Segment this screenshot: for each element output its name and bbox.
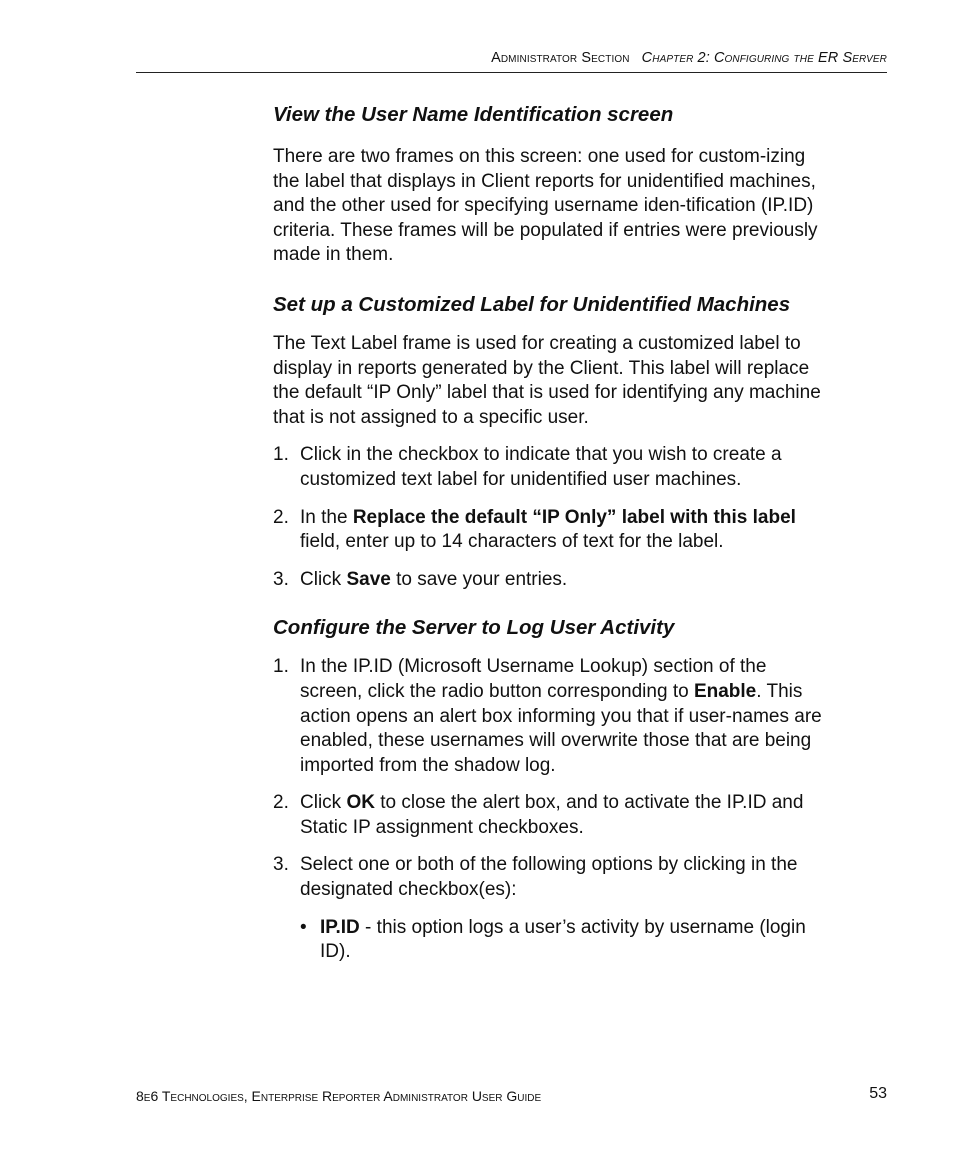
step-text-post: . This action opens an alert box informing you that if user-names are enabled, these usernames will overwrite those that are being imported from the shadow log. xyxy=(300,680,822,776)
step-number: 1. xyxy=(273,656,289,678)
step-text-post: to close the alert box, and to activate the IP.ID and Static IP assignment checkboxes. xyxy=(300,792,804,838)
bullet-text-post: - this option logs a user’s activity by username (login ID). xyxy=(320,916,806,963)
running-header xyxy=(136,50,887,66)
header-chapter: Chapter 2: Configuring the ER Server xyxy=(641,50,887,66)
list-item xyxy=(273,853,823,964)
bullet-dot: • xyxy=(300,916,307,938)
section-paragraph-customized-label: The Text Label frame is used for creating a customized label to display in reports generated by the Client. This label will replace the default “IP Only” label that is used for identifying any machine that is not assigned to a specific user. xyxy=(273,332,821,428)
list-item xyxy=(273,506,823,555)
step-text: Click in the checkbox to indicate that you wish to create a customized text label for unidentified user machines. xyxy=(300,444,782,490)
list-item xyxy=(300,916,823,965)
step-number: 3. xyxy=(273,854,289,876)
list-item xyxy=(273,568,823,593)
customized-label-steps xyxy=(273,443,823,592)
option-bullets xyxy=(300,916,823,965)
log-user-activity-steps xyxy=(273,655,823,965)
step-text: Select one or both of the following options by clicking in the designated checkbox(es): xyxy=(300,854,798,901)
section-title-view-user-name: View the User Name Identification screen xyxy=(273,103,674,126)
step-text-pre: In the xyxy=(300,506,353,528)
step-text-pre: In the IP.ID (Microsoft Username Lookup) section of the screen, click the radio button corresponding to xyxy=(300,656,767,702)
step-text-pre: Click xyxy=(300,792,347,814)
step-text-post: field, enter up to 14 characters of text for the label. xyxy=(300,531,724,553)
step-number: 1. xyxy=(273,444,289,466)
section-title-customized-label: Set up a Customized Label for Unidentified Machines xyxy=(273,292,791,316)
step-number: 2. xyxy=(273,506,289,528)
header-rule xyxy=(136,72,887,73)
list-item xyxy=(273,443,823,492)
step-text-bold: OK xyxy=(346,792,375,814)
step-number: 3. xyxy=(273,568,289,590)
bullet-text-bold: IP.ID xyxy=(320,916,360,938)
step-text-post: to save your entries. xyxy=(390,568,568,590)
section-paragraph-view-user-name: There are two frames on this screen: one used for custom-izing the label that displays in Client reports for unidentified machines, and the other used for specifying username iden-tification (IP.ID) criteria. These frames will be populated if entries were previously made in them. xyxy=(273,146,818,266)
header-section: Administrator Section xyxy=(491,50,630,66)
step-text-bold: Save xyxy=(346,568,391,590)
section-title-log-user-activity: Configure the Server to Log User Activity xyxy=(273,616,675,640)
page-content xyxy=(273,101,823,965)
step-text-bold: Replace the default “IP Only” label with this label xyxy=(352,506,796,528)
step-text-pre: Click xyxy=(300,568,347,590)
page-number: 53 xyxy=(869,1085,887,1102)
running-footer: 8e6 Technologies, Enterprise Reporter Administrator User Guide xyxy=(136,1088,542,1104)
list-item xyxy=(273,791,823,840)
list-item xyxy=(273,655,823,778)
step-number: 2. xyxy=(273,792,289,814)
step-text-bold: Enable xyxy=(693,680,757,702)
